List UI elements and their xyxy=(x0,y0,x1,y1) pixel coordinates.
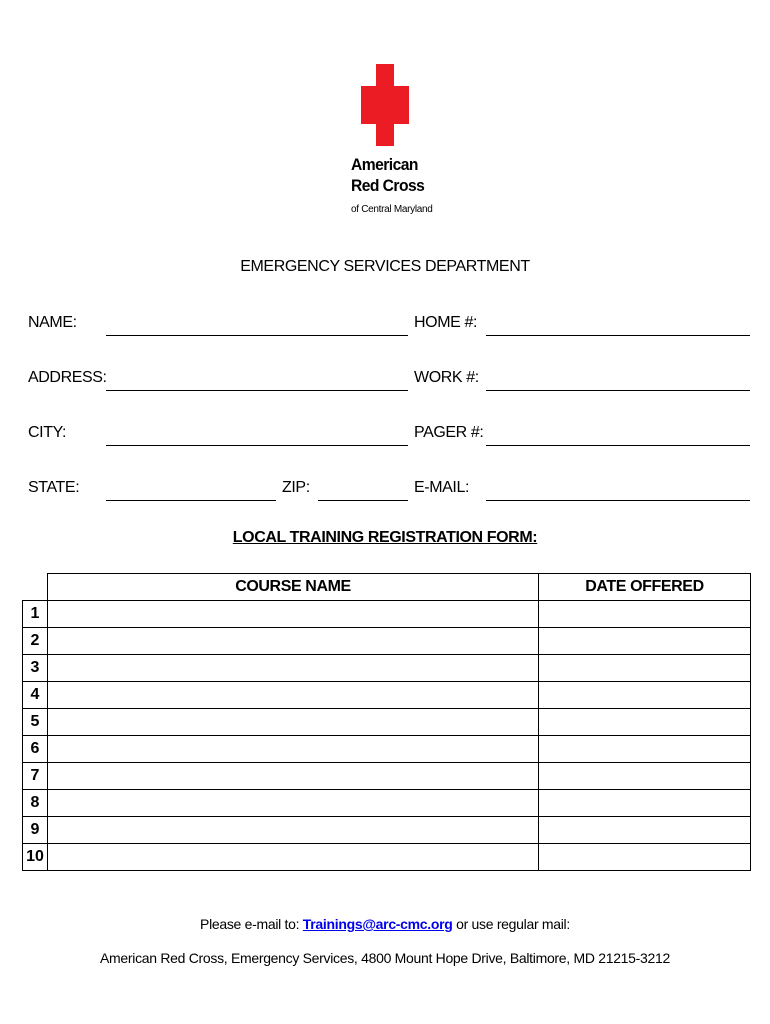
date-offered-cell[interactable] xyxy=(539,763,751,790)
city-field[interactable] xyxy=(106,445,408,446)
table-row xyxy=(23,817,751,844)
email-label: E-MAIL: xyxy=(414,479,469,496)
logo-line-1: American xyxy=(351,155,418,174)
course-name-cell[interactable] xyxy=(48,628,539,655)
date-offered-header: DATE OFFERED xyxy=(539,574,751,601)
course-name-cell[interactable] xyxy=(48,601,539,628)
table-corner xyxy=(23,574,48,601)
row-number: 7 xyxy=(23,763,48,790)
course-name-cell[interactable] xyxy=(48,844,539,871)
table-row xyxy=(23,682,751,709)
row-number: 6 xyxy=(23,736,48,763)
date-offered-cell[interactable] xyxy=(539,628,751,655)
row-number: 2 xyxy=(23,628,48,655)
registration-table xyxy=(22,573,751,871)
course-name-cell[interactable] xyxy=(48,655,539,682)
table-row xyxy=(23,601,751,628)
table-row xyxy=(23,790,751,817)
footer-address: American Red Cross, Emergency Services, 4800 Mount Hope Drive, Baltimore, MD 21215-3212 xyxy=(100,950,670,966)
course-name-cell[interactable] xyxy=(48,682,539,709)
table-header-row xyxy=(23,574,751,601)
home-phone-label: HOME #: xyxy=(414,314,477,331)
row-number: 5 xyxy=(23,709,48,736)
table-row xyxy=(23,628,751,655)
course-name-cell[interactable] xyxy=(48,709,539,736)
table-row xyxy=(23,844,751,871)
row-number: 9 xyxy=(23,817,48,844)
date-offered-cell[interactable] xyxy=(539,736,751,763)
row-number: 10 xyxy=(23,844,48,871)
date-offered-cell[interactable] xyxy=(539,844,751,871)
name-field[interactable] xyxy=(106,335,408,336)
state-label: STATE: xyxy=(28,479,80,496)
address-field[interactable] xyxy=(106,390,408,391)
date-offered-cell[interactable] xyxy=(539,682,751,709)
table-row xyxy=(23,736,751,763)
zip-field[interactable] xyxy=(318,500,408,501)
row-number: 8 xyxy=(23,790,48,817)
work-phone-label: WORK #: xyxy=(414,369,479,386)
pager-field[interactable] xyxy=(486,445,750,446)
logo-line-3: of Central Maryland xyxy=(351,204,433,215)
row-number: 4 xyxy=(23,682,48,709)
city-label: CITY: xyxy=(28,424,67,441)
course-name-cell[interactable] xyxy=(48,817,539,844)
footer-prefix: Please e-mail to: xyxy=(200,916,303,932)
footer-suffix: or use regular mail: xyxy=(452,916,570,932)
date-offered-cell[interactable] xyxy=(539,790,751,817)
address-label: ADDRESS: xyxy=(28,369,107,386)
date-offered-cell[interactable] xyxy=(539,655,751,682)
date-offered-cell[interactable] xyxy=(539,601,751,628)
red-cross-icon-bar xyxy=(361,86,409,124)
table-row xyxy=(23,655,751,682)
course-name-cell[interactable] xyxy=(48,790,539,817)
home-phone-field[interactable] xyxy=(486,335,750,336)
email-link[interactable]: Trainings@arc-cmc.org xyxy=(302,916,453,932)
date-offered-cell[interactable] xyxy=(539,709,751,736)
pager-label: PAGER #: xyxy=(414,424,484,441)
footer-contact xyxy=(0,916,770,932)
email-field[interactable] xyxy=(486,500,750,501)
course-name-header: COURSE NAME xyxy=(48,574,539,601)
state-field[interactable] xyxy=(106,500,276,501)
date-offered-cell[interactable] xyxy=(539,817,751,844)
page-title: EMERGENCY SERVICES DEPARTMENT xyxy=(240,258,530,275)
course-name-cell[interactable] xyxy=(48,763,539,790)
name-label: NAME: xyxy=(28,314,77,331)
row-number: 3 xyxy=(23,655,48,682)
course-name-cell[interactable] xyxy=(48,736,539,763)
zip-label: ZIP: xyxy=(282,479,310,496)
table-row xyxy=(23,709,751,736)
work-phone-field[interactable] xyxy=(486,390,750,391)
row-number: 1 xyxy=(23,601,48,628)
registration-title: LOCAL TRAINING REGISTRATION FORM: xyxy=(232,529,538,546)
logo-line-2: Red Cross xyxy=(351,176,425,195)
table-row xyxy=(23,763,751,790)
